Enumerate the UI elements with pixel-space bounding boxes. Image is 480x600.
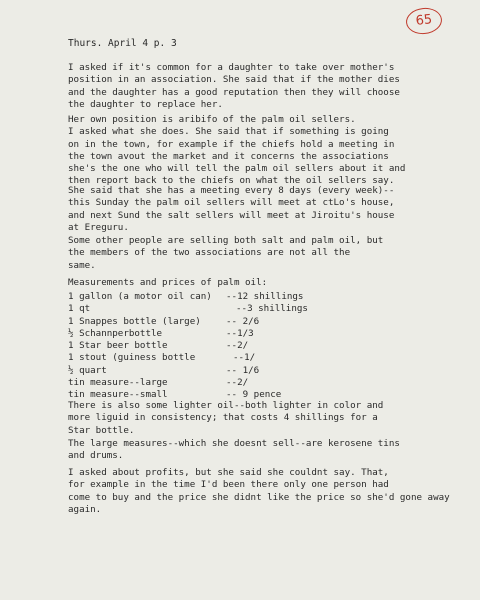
page-number-stamp: 65 <box>405 6 444 36</box>
price-item: ½ Schannperbottle <box>68 327 163 339</box>
page-header: Thurs. April 4 p. 3 <box>68 38 177 49</box>
price-value: --2/ <box>226 377 249 389</box>
paragraph-2: Her own position is aribifo of the palm oil sellers. I asked what she does. She said that if something is going on in the town, for example if the chiefs hold a meeting in the town avout the market and it concerns the associations she's the one who will tell the palm oil sellers about it and then report back to the chiefs on what the oil sellers say. <box>68 114 406 187</box>
price-item: 1 Snappes bottle (large) <box>68 315 201 327</box>
price-value: -- 9 pence <box>226 389 282 401</box>
price-value: --12 shillings <box>226 291 304 302</box>
price-value: -- 2/6 <box>226 315 260 327</box>
paragraph-4: Some other people are selling both salt and palm oil, but the members of the two associations are not all the same. <box>68 235 384 271</box>
paragraph-1: I asked if it's common for a daughter to take over mother's position in an association. She said that if the mother dies and the daughter has a good reputation then they will choose the daughter to replace her. <box>68 62 400 110</box>
price-value: --1/ <box>233 352 256 364</box>
price-value: -- 1/6 <box>226 364 260 376</box>
price-item: tin measure--large <box>68 377 168 389</box>
price-item: 1 stout (guiness bottle <box>68 352 196 364</box>
price-item: 1 Star beer bottle <box>68 340 168 352</box>
price-item: 1 qt <box>68 303 91 315</box>
price-value: --1/3 <box>226 327 254 339</box>
paragraph-7: I asked about profits, but she said she couldnt say. That, for example in the time I'd been there only one person had come to buy and the price she didnt like the price so she'd gone away again. <box>68 467 450 515</box>
price-item: tin measure--small <box>68 389 168 401</box>
paragraph-5: There is also some lighter oil--both lighter in color and more liguid in consistency; that costs 4 shillings for a Star bottle. <box>68 400 384 436</box>
price-list-heading: Measurements and prices of palm oil: <box>68 277 268 288</box>
price-value: --3 shillings <box>236 303 308 315</box>
paragraph-6: The large measures--which she doesnt sell--are kerosene tins and drums. <box>68 438 400 462</box>
paragraph-3: She said that she has a meeting every 8 days (every week)-- this Sunday the palm oil sellers will meet at ctLo's house, and next Sund the salt sellers will meet at Jiroitu's house at Ereguru. <box>68 185 395 233</box>
price-item: ½ quart <box>68 364 107 376</box>
price-item: 1 gallon (a motor oil can) <box>68 291 212 302</box>
price-value: --2/ <box>226 340 249 352</box>
